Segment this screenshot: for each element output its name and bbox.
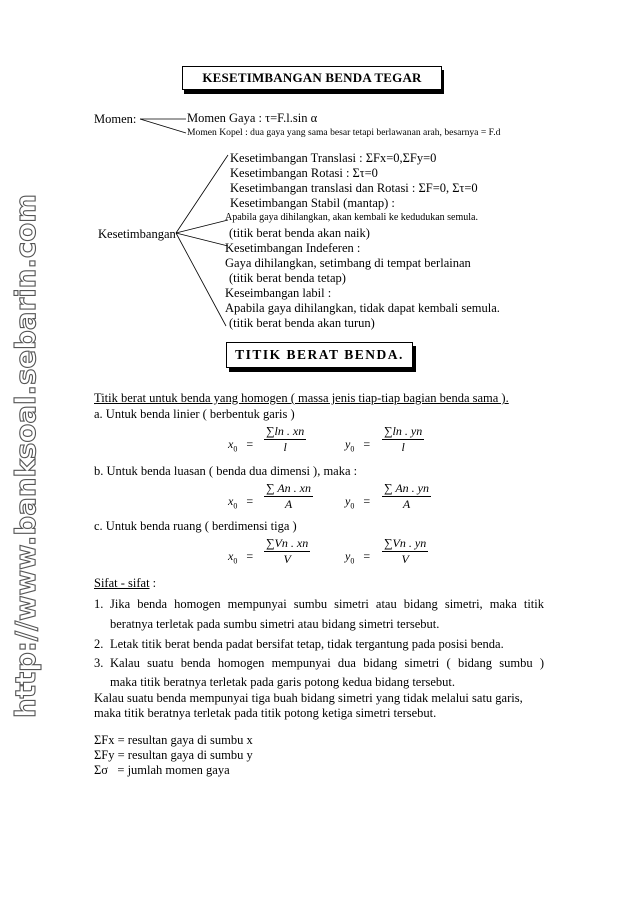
kes-line-6: (titik berat benda akan naik) [229, 226, 370, 240]
kes-line-12: (titik berat benda akan turun) [229, 316, 375, 330]
y0-symbol: y [345, 437, 351, 451]
legend-fx: ΣFx = resultan gaya di sumbu x [94, 733, 253, 747]
kes-line-4: Kesetimbangan Stabil (mantap) : [230, 196, 395, 210]
momen-label: Momen: [94, 112, 137, 126]
y0-subscript: 0 [350, 556, 355, 566]
sifat-item-1-line1: Jika benda homogen mempunyai sumbu simetri atau bidang simetri, maka titik [110, 597, 544, 611]
section-a-label: a. Untuk benda linier ( berbentuk garis ) [94, 407, 295, 421]
fraction-numerator: ∑ An . yn [384, 481, 429, 495]
x0-subscript: 0 [233, 444, 238, 454]
fraction-denominator: V [401, 552, 409, 566]
intro-text: Titik berat untuk benda yang homogen ( massa jenis tiap-tiap bagian benda sama ). [94, 391, 509, 405]
page-title: KESETIMBANGAN BENDA TEGAR [182, 66, 442, 90]
formula-c-x-fraction [264, 536, 310, 567]
sifat-item-3-number: 3. [94, 656, 104, 670]
formula-c-y-fraction [382, 536, 428, 567]
fraction-denominator: A [284, 497, 293, 511]
equals-sign: = [363, 549, 371, 563]
legend-fy: ΣFy = resultan gaya di sumbu y [94, 748, 253, 762]
kes-line-2: Kesetimbangan Rotasi : Στ=0 [230, 166, 378, 180]
x0-symbol: x [228, 437, 234, 451]
kes-line-8: Gaya dihilangkan, setimbang di tempat berlainan [225, 256, 471, 270]
y0-subscript: 0 [350, 501, 355, 511]
fraction-numerator: ∑Vn . yn [384, 536, 427, 550]
formula-b-x-fraction [264, 481, 313, 512]
y0-subscript: 0 [350, 444, 355, 454]
section-title-box [226, 342, 416, 372]
sifat-paragraph-line1: Kalau suatu benda mempunyai tiga buah bidang simetri yang tidak melalui satu garis, [94, 691, 523, 705]
kes-line-7: Kesetimbangan Indeferen : [225, 241, 361, 255]
fraction-denominator: l [401, 440, 405, 454]
equals-sign: = [246, 549, 254, 563]
momen-bracket [138, 116, 188, 136]
formula-a-x-fraction [264, 424, 306, 455]
formula-c-x0 [228, 549, 253, 565]
formula-a-x0 [228, 437, 253, 453]
sifat-item-2-number: 2. [94, 637, 104, 651]
kes-line-11: Apabila gaya dihilangkan, tidak dapat kembali semula. [225, 301, 500, 315]
equals-sign: = [246, 494, 254, 508]
formula-b-y0 [345, 494, 370, 510]
equals-sign: = [363, 437, 371, 451]
momen-gaya: Momen Gaya : τ=F.l.sin α [187, 111, 318, 125]
x0-symbol: x [228, 494, 234, 508]
kes-line-9: (titik berat benda tetap) [229, 271, 346, 285]
equals-sign: = [246, 437, 254, 451]
fraction-numerator: ∑ An . xn [266, 481, 311, 495]
kesetimbangan-label: Kesetimbangan [98, 227, 176, 241]
section-b-label: b. Untuk benda luasan ( benda dua dimensi ), maka : [94, 464, 358, 478]
x0-subscript: 0 [233, 501, 238, 511]
fraction-numerator: ∑ln . yn [384, 424, 423, 438]
formula-a-y-fraction [382, 424, 424, 455]
watermark-url [2, 192, 44, 720]
sifat-item-1-line2: beratnya terletak pada sumbu simetri atau bidang simetri tersebut. [110, 617, 440, 631]
formula-b-y-fraction [382, 481, 431, 512]
formula-b-x0 [228, 494, 253, 510]
equals-sign: = [363, 494, 371, 508]
formula-c-y0 [345, 549, 370, 565]
kes-line-3: Kesetimbangan translasi dan Rotasi : ΣF=0, Στ=0 [230, 181, 478, 195]
momen-kopel: Momen Kopel : dua gaya yang sama besar tetapi berlawanan arah, besarnya = F.d [187, 127, 501, 138]
kes-line-5: Apabila gaya dihilangkan, akan kembali ke kedudukan semula. [225, 212, 478, 223]
sifat-item-1-number: 1. [94, 597, 104, 611]
sifat-item-2-line1: Letak titik berat benda padat bersifat tetap, tidak tergantung pada posisi benda. [110, 637, 504, 651]
sifat-heading-colon: : [149, 576, 157, 590]
watermark-text: http://www.banksoal.sebarin.com [10, 196, 42, 718]
kes-line-1: Kesetimbangan Translasi : ΣFx=0,ΣFy=0 [230, 151, 437, 165]
x0-symbol: x [228, 549, 234, 563]
title-box [182, 66, 444, 94]
sifat-item-3-line1: Kalau suatu benda homogen mempunyai dua bidang simetri ( bidang sumbu ) [110, 656, 544, 670]
sifat-paragraph-line2: maka titik beratnya terletak pada titik potong ketiga simetri tersebut. [94, 706, 437, 720]
legend-sigma: Σσ = jumlah momen gaya [94, 763, 230, 777]
x0-subscript: 0 [233, 556, 238, 566]
sifat-heading [94, 576, 156, 591]
fraction-numerator: ∑Vn . xn [266, 536, 309, 550]
fraction-denominator: l [283, 440, 287, 454]
sifat-item-3-line2: maka titik beratnya terletak pada garis potong kedua bidang tersebut. [110, 675, 456, 689]
fraction-denominator: A [402, 497, 411, 511]
y0-symbol: y [345, 549, 351, 563]
fraction-numerator: ∑ln . xn [266, 424, 305, 438]
y0-symbol: y [345, 494, 351, 508]
formula-a-y0 [345, 437, 370, 453]
fraction-denominator: V [283, 552, 291, 566]
sifat-heading-text: Sifat - sifat [94, 576, 150, 590]
section-c-label: c. Untuk benda ruang ( berdimensi tiga ) [94, 519, 297, 533]
kes-line-10: Keseimbangan labil : [225, 286, 332, 300]
section-title: TITIK BERAT BENDA. [226, 342, 413, 368]
